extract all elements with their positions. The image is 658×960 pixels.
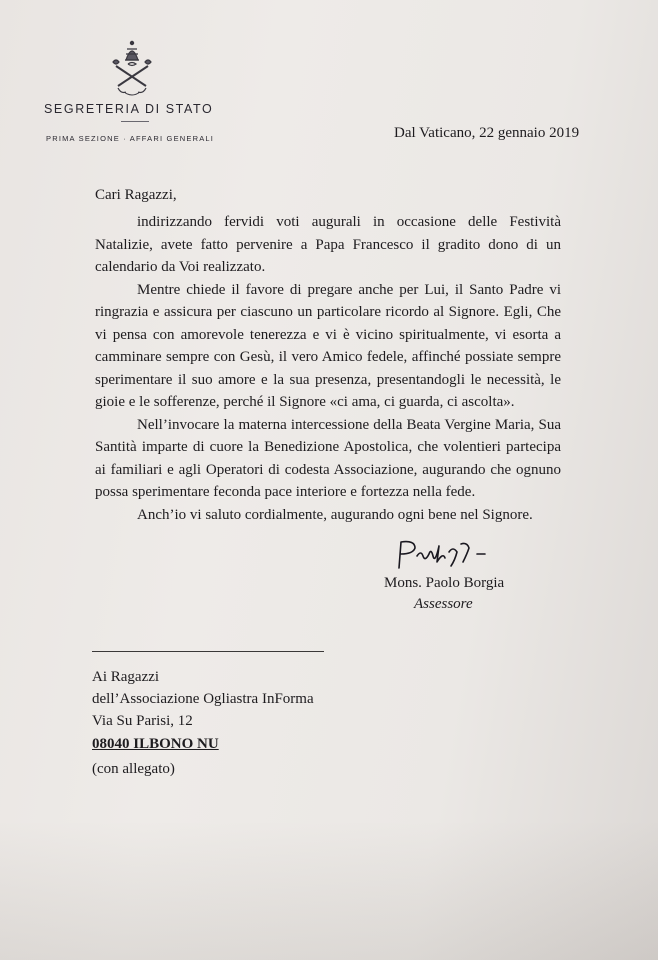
paragraph: Nell’invocare la materna intercessione della Beata Vergine Maria, Sua Santità imparte di cuore la Benedizione Apostolica, che volentieri partecipa ai familiari e agli Operatori di codesta Associazione, augurando che ognuno possa sperimentare feconda pace interiore e fortezza nella fede. (95, 416, 561, 500)
office-section: PRIMA SEZIONE · AFFARI GENERALI (46, 134, 215, 143)
signer-title: Assessore (414, 596, 473, 612)
enclosure-note: (con allegato) (92, 761, 175, 777)
letter-body (95, 211, 561, 526)
postal-code-city: 08040 ILBONO NU (92, 735, 219, 752)
address-line: Ai Ragazzi (92, 669, 160, 685)
paragraph: Mentre chiede il favore di pregare anche per Lui, il Santo Padre vi ringrazia e assicura per ciascuno un particolare ricordo al Signore. Egli, Che vi pensa con amorevole tenerezza e vi è vicino spiritualmente, vi esorta a camminare sempre con Gesù, il vero Amico fedele, affinché possiate sempre sperimentare il suo amore e la sua presenza, presentandogli le necessità, le gioie e le sofferenze, perché il Signore «ci ama, ci guarda, ci ascolta». (95, 281, 561, 410)
office-title: SEGRETERIA DI STATO (44, 102, 214, 116)
photo-shadow (0, 820, 658, 960)
address-line: dell’Associazione Ogliastra InForma (92, 691, 314, 708)
paragraph: Anch’io vi saluto cordialmente, augurando ogni bene nel Signore. (137, 506, 533, 523)
address-divider (92, 651, 324, 652)
dateline: Dal Vaticano, 22 gennaio 2019 (394, 125, 580, 141)
handwritten-signature (393, 538, 489, 572)
greeting: Cari Ragazzi, (95, 187, 177, 203)
papal-coat-of-arms-icon (108, 40, 156, 98)
paragraph: indirizzando fervidi voti augurali in occasione delle Festività Natalizie, avete fatto pervenire a Papa Francesco il gradito dono di un calendario da Voi realizzato. (95, 214, 561, 275)
signer-name: Mons. Paolo Borgia (384, 575, 505, 591)
letterhead-divider (121, 121, 149, 122)
recipient-address (92, 666, 314, 755)
address-line: Via Su Parisi, 12 (92, 713, 193, 730)
